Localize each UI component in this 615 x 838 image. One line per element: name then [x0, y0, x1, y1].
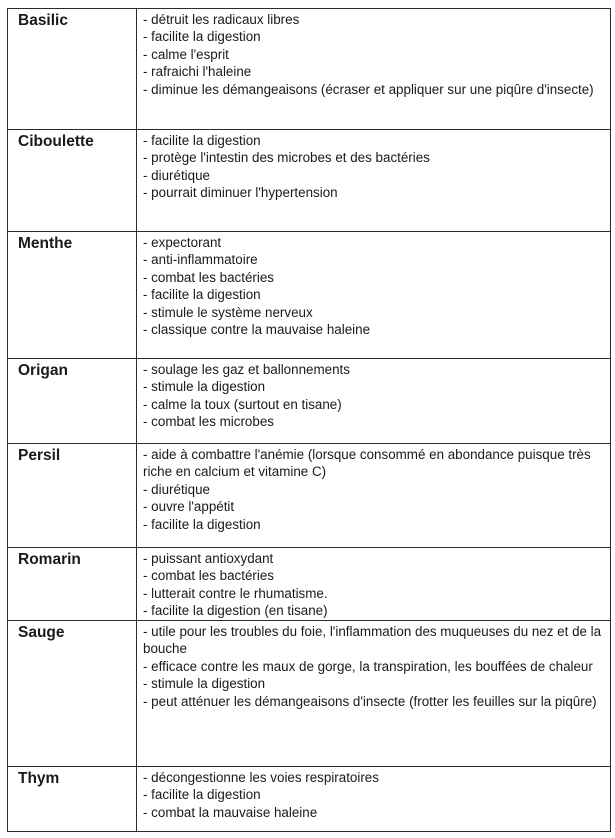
property-item: - ouvre l'appétit: [143, 499, 235, 515]
herb-name: Basilic: [18, 12, 68, 29]
property-item: - diurétique: [143, 481, 210, 497]
property-item: - diurétique: [143, 167, 210, 183]
table-row: [8, 9, 611, 130]
property-item: - pourrait diminuer l'hypertension: [143, 185, 338, 201]
property-item: - stimule la digestion: [143, 676, 266, 692]
herb-properties-table: [7, 8, 611, 832]
herb-name-cell: [8, 444, 137, 548]
table-row: [8, 130, 611, 232]
properties-list: [137, 130, 610, 202]
properties-list: [137, 548, 610, 620]
properties-list: [137, 9, 610, 98]
herb-name: Ciboulette: [18, 133, 94, 150]
property-item: - détruit les radicaux libres: [143, 12, 300, 27]
herb-name-cell: [8, 9, 137, 130]
table-row: [8, 359, 611, 444]
property-item: - facilite la digestion (en tisane): [143, 603, 328, 619]
property-item: - lutterait contre le rhumatisme.: [143, 585, 328, 601]
property-item: - aide à combattre l'anémie (lorsque consommé en abondance puisque très riche en calcium et vitamine C): [143, 447, 591, 480]
property-item: - stimule le système nerveux: [143, 304, 313, 320]
property-item: - efficace contre les maux de gorge, la transpiration, les bouffées de chaleur: [143, 658, 593, 674]
herb-name: Thym: [18, 770, 60, 787]
property-item: - combat les microbes: [143, 414, 274, 430]
herb-properties-cell: [137, 548, 611, 621]
table-row: [8, 444, 611, 548]
properties-list: [137, 232, 610, 338]
properties-list: [137, 767, 610, 821]
property-item: - calme la toux (surtout en tisane): [143, 396, 342, 412]
herb-name: Persil: [18, 447, 61, 464]
herb-name: Origan: [18, 362, 68, 379]
properties-list: [137, 621, 610, 710]
herb-name-cell: [8, 621, 137, 767]
herb-name-cell: [8, 359, 137, 444]
herb-properties-cell: [137, 130, 611, 232]
herb-properties-cell: [137, 767, 611, 832]
property-item: - utile pour les troubles du foie, l'inflammation des muqueuses du nez et de la bouche: [143, 624, 602, 657]
property-item: - expectorant: [143, 235, 222, 250]
table-row: [8, 767, 611, 832]
property-item: - stimule la digestion: [143, 379, 266, 395]
herb-properties-cell: [137, 9, 611, 130]
herb-name: Romarin: [18, 551, 81, 568]
table-row: [8, 232, 611, 359]
properties-list: [137, 359, 610, 431]
property-item: - protège l'intestin des microbes et des bactéries: [143, 150, 430, 166]
property-item: - anti-inflammatoire: [143, 252, 258, 268]
herb-name: Menthe: [18, 235, 73, 252]
property-item: - rafraichi l'haleine: [143, 64, 252, 80]
herb-name-cell: [8, 130, 137, 232]
herb-properties-cell: [137, 359, 611, 444]
properties-list: [137, 444, 610, 533]
property-item: - combat les bactéries: [143, 269, 274, 285]
herb-table-body: [8, 9, 611, 832]
property-item: - facilite la digestion: [143, 29, 261, 45]
property-item: - soulage les gaz et ballonnements: [143, 362, 350, 377]
herb-properties-cell: [137, 444, 611, 548]
property-item: - diminue les démangeaisons (écraser et appliquer sur une piqûre d'insecte): [143, 81, 594, 97]
herb-name-cell: [8, 767, 137, 832]
herb-properties-cell: [137, 621, 611, 767]
herb-name-cell: [8, 548, 137, 621]
property-item: - facilite la digestion: [143, 787, 261, 803]
property-item: - classique contre la mauvaise haleine: [143, 322, 371, 338]
property-item: - puissant antioxydant: [143, 551, 274, 566]
property-item: - facilite la digestion: [143, 516, 261, 532]
herb-properties-cell: [137, 232, 611, 359]
property-item: - facilite la digestion: [143, 287, 261, 303]
property-item: - facilite la digestion: [143, 133, 261, 148]
table-row: [8, 548, 611, 621]
herb-name: Sauge: [18, 624, 65, 641]
property-item: - peut atténuer les démangeaisons d'insecte (frotter les feuilles sur la piqûre): [143, 693, 597, 709]
property-item: - calme l'esprit: [143, 46, 229, 62]
herb-name-cell: [8, 232, 137, 359]
property-item: - combat la mauvaise haleine: [143, 804, 318, 820]
table-row: [8, 621, 611, 767]
property-item: - combat les bactéries: [143, 568, 274, 584]
property-item: - décongestionne les voies respiratoires: [143, 770, 379, 785]
